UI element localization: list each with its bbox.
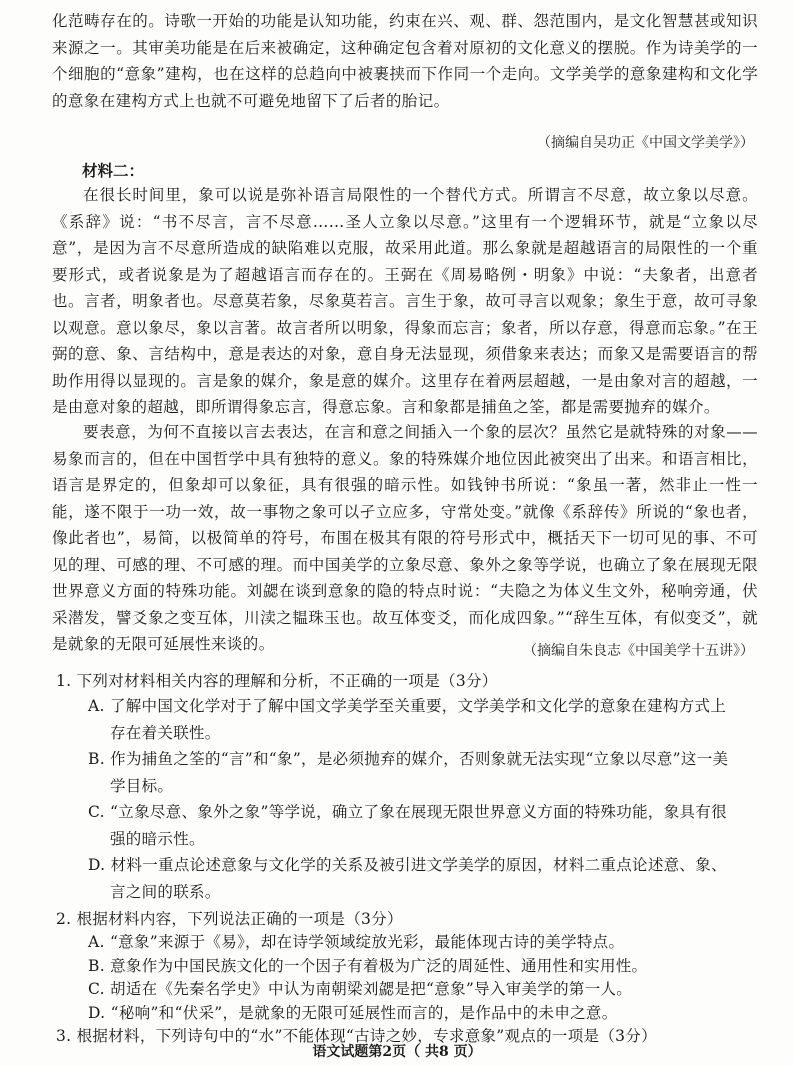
material2-paragraph-1: 在很长时间里，象可以说是弥补语言局限性的一个替代方式。所谓言不尽意，故立象以尽意。《系辞》说：“书不尽言，言不尽意……圣人立象以尽意。”这里有一个逻辑环节，就是“立象以尽意”，是因为言不尽意所造成的缺陷难以克服，故采用此道。那么象就是超越语言的局限性的一个重要形式，或者说象是为了超越语言而存在的。王弼在《周易略例・明象》中说：“夫象者，出意者也。言者，明象者也。尽意莫若象，尽象莫若言。言生于象，故可寻言以观象；象生于意，故可寻象以观意。意以象尽，象以言著。故言者所以明象，得象而忘言；象者，所以存意，得意而忘象。”在王弼的意、象、言结构中，意是表达的对象，意自身无法显现，须借象来表达；而象又是需要语言的帮助作用得以显现的。言是象的媒介，象是意的媒介。这里存在着两层超越，一是由象对言的超越，一是由意对象的超越，即所谓得象忘言，得意忘象。言和象都是捕鱼之筌，都是需要抛弃的媒介。 — [52, 186, 758, 416]
question-1-option-c: C. “立象尽意、象外之象”等学说，确立了象在展现无限世界意义方面的特殊功能，象具有很强的暗示性。 — [88, 803, 727, 848]
material2-source: （摘编自朱良志《中国美学十五讲》） — [523, 643, 754, 659]
question-1-option-d: D. 材料一重点论述意象与文化学的关系及被引进文学美学的原因，材料二重点论述意、象、言之间的联系。 — [88, 856, 727, 901]
material1-source: （摘编自吴功正《中国文学美学》） — [537, 135, 754, 151]
material2-heading: 材料二： — [82, 161, 145, 180]
question-1-stem: 1. 下列对材料相关内容的理解和分析，不正确的一项是（3分） — [56, 672, 498, 690]
page-footer: 语文试题第2页（ 共8 页） — [312, 1044, 482, 1060]
question-3-stem: 3. 根据材料，下列诗句中的“水”不能体现“古诗之妙，专求意象”观点的一项是（3分） — [56, 1027, 657, 1045]
question-1-option-b: B. 作为捕鱼之筌的“言”和“象”，是必须抛弃的媒介，否则象就无法实现“立象以尽意”这一美学目标。 — [88, 750, 729, 795]
question-2-option-b: B. 意象作为中国民族文化的一个因子有着极为广泛的周延性、通用性和实用性。 — [88, 956, 648, 975]
question-2-option-c: C. 胡适在《先秦名学史》中认为南朝梁刘勰是把“意象”导入审美学的第一人。 — [88, 980, 633, 998]
question-2-option-a: A. “意象”来源于《易》，却在诗学领域绽放光彩，最能体现古诗的美学特点。 — [88, 933, 625, 951]
material2-paragraph-2: 要表意，为何不直接以言去表达，在言和意之间插入一个象的层次？虽然它是就特殊的对象——易象而言的，但在中国哲学中具有独特的意义。象的特殊媒介地位因此被突出了出来。和语言相比，语言是界定的，但象却可以象征，具有很强的暗示性。如钱钟书所说：“象虽一著，然非止一性一能，遂不限于一功一效，故一事物之象可以孑立应多，守常处变。”就像《系辞传》所说的“象也者，像此者也”，易简，以极简单的符号，布围在极其有限的符号形式中，概括天下一切可见的事、不可见的理、可感的理、不可感的理。而中国美学的立象尽意、象外之象等学说，也确立了象在展现无限世界意义方面的特殊功能。刘勰在谈到意象的隐的特点时说：“夫隐之为体义生文外，秘响旁通，伏采潜发，譬爻象之变互体，川渎之韫珠玉也。故互体变爻，而化成四象。”“辞生互体，有似变爻”，就是就象的无限可延展性来谈的。 — [52, 423, 758, 653]
material1-tail-paragraph: 化范畴存在的。诗歌一开始的功能是认知功能，约束在兴、观、群、怨范围内，是文化智慧甚或知识来源之一。其审美功能是在后来被确定，这种确定包含着对原初的文化意义的摆脱。作为诗美学的一个细胞的“意象”建构，也在这样的总趋向中被裹挟而下作同一个走向。文学美学的意象建构和文化学的意象在建构方式上也就不可避免地留下了后者的胎记。 — [52, 12, 758, 110]
question-1-option-a: A. 了解中国文化学对于了解中国文学美学至关重要，文学美学和文化学的意象在建构方式上存在着关联性。 — [88, 697, 727, 742]
question-2-option-d: D. “秘响”和“伏采”，是就象的无限可延展性而言的，是作品中的未申之意。 — [88, 1003, 618, 1022]
question-2-stem: 2. 根据材料内容，下列说法正确的一项是（3分） — [56, 909, 403, 928]
